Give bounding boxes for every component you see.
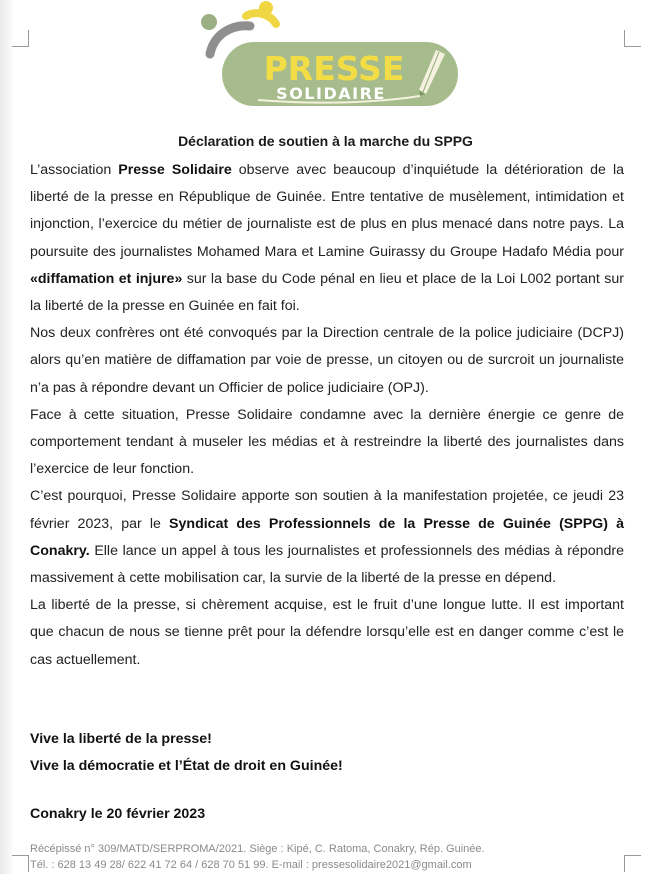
paragraph-5: La liberté de la presse, si chèrement acquise, est le fruit d’une longue lutte. Il est important que chacun de nous se tienne prêt pour la défendre lorsqu’elle est en danger comme c’est le cas actuellement. [30, 597, 624, 668]
footer [30, 841, 485, 873]
crop-mark-top-right [624, 30, 641, 47]
presse-solidaire-logo [198, 0, 462, 110]
logo-title: PRESSE [263, 49, 405, 88]
crop-mark-bottom-right [624, 855, 641, 872]
paragraph-3: Face à cette situation, Presse Solidaire condamne avec la dernière énergie ce genre de comportement tendant à museler les médias et à restreindre la liberté des journalistes dans l’exercice de leur fonction. [30, 406, 624, 478]
footer-contact: Tél. : 628 13 49 28/ 622 41 72 64 / 628 70 51 99. E-mail : pressesolidaire2021@gmail.com [30, 859, 472, 871]
closing-line-2: Vive la démocratie et l’État de droit en Guinée! [30, 758, 343, 774]
logo-green-dot-icon [201, 14, 217, 30]
document-body [30, 157, 624, 674]
closing-slogans [30, 726, 343, 780]
document-title: Déclaration de soutien à la marche du SPPG [178, 133, 473, 149]
page-edge-shadow [0, 0, 14, 874]
crop-mark-top-left [12, 30, 29, 47]
paragraph-2: Nos deux confrères ont été convoqués par la Direction centrale de la police judiciaire (DCPJ) alors qu’en matière de diffamation par voie de presse, un citoyen ou de surcroit un journaliste n’a pas à répondre devant un Officier de police judiciaire (OPJ). [30, 325, 624, 396]
footer-registration: Récépissé n° 309/MATD/SERPROMA/2021. Siège : Kipé, C. Ratoma, Conakry, Rép. Guinée. [30, 843, 485, 855]
logo-subtitle: SOLIDAIRE [276, 84, 386, 103]
org-name: Presse Solidaire [118, 162, 232, 178]
paragraph-1: L’association Presse Solidaire observe avec beaucoup d’inquiétude la détérioration de la liberté de la presse en République de Guinée. Entre tentative de musèlement, intimidation et injonction, l’exercice du métier de journaliste est de plus en plus menacé dans notre pays. La poursuite des journalistes Mohamed Mara et Lamine Guirassy du Groupe Hadafo Média pour «diffamation et injure» sur la base du Code pénal en lieu et place de la Loi L002 portant sur la liberté de la presse en Guinée en fait foi. [30, 162, 624, 315]
paragraph-4: C’est pourquoi, Presse Solidaire apporte son soutien à la manifestation projetée, ce jeudi 23 février 2023, par le Syndicat des Professionnels de la Presse de Guinée (SPPG) à Conakry. Elle lance un appel à tous les journalistes et professionnels des médias à répondre massivement à cette mobilisation car, la survie de la liberté de la presse en dépend. [30, 488, 624, 587]
closing-line-1: Vive la liberté de la presse! [30, 731, 212, 747]
place-date: Conakry le 20 février 2023 [30, 806, 206, 822]
charge-text: «diffamation et injure» [30, 270, 183, 287]
crop-mark-bottom-left [12, 855, 29, 872]
union-name: Syndicat des Professionnels de la Presse de Guinée (SPPG) à Conakry. [30, 515, 624, 559]
